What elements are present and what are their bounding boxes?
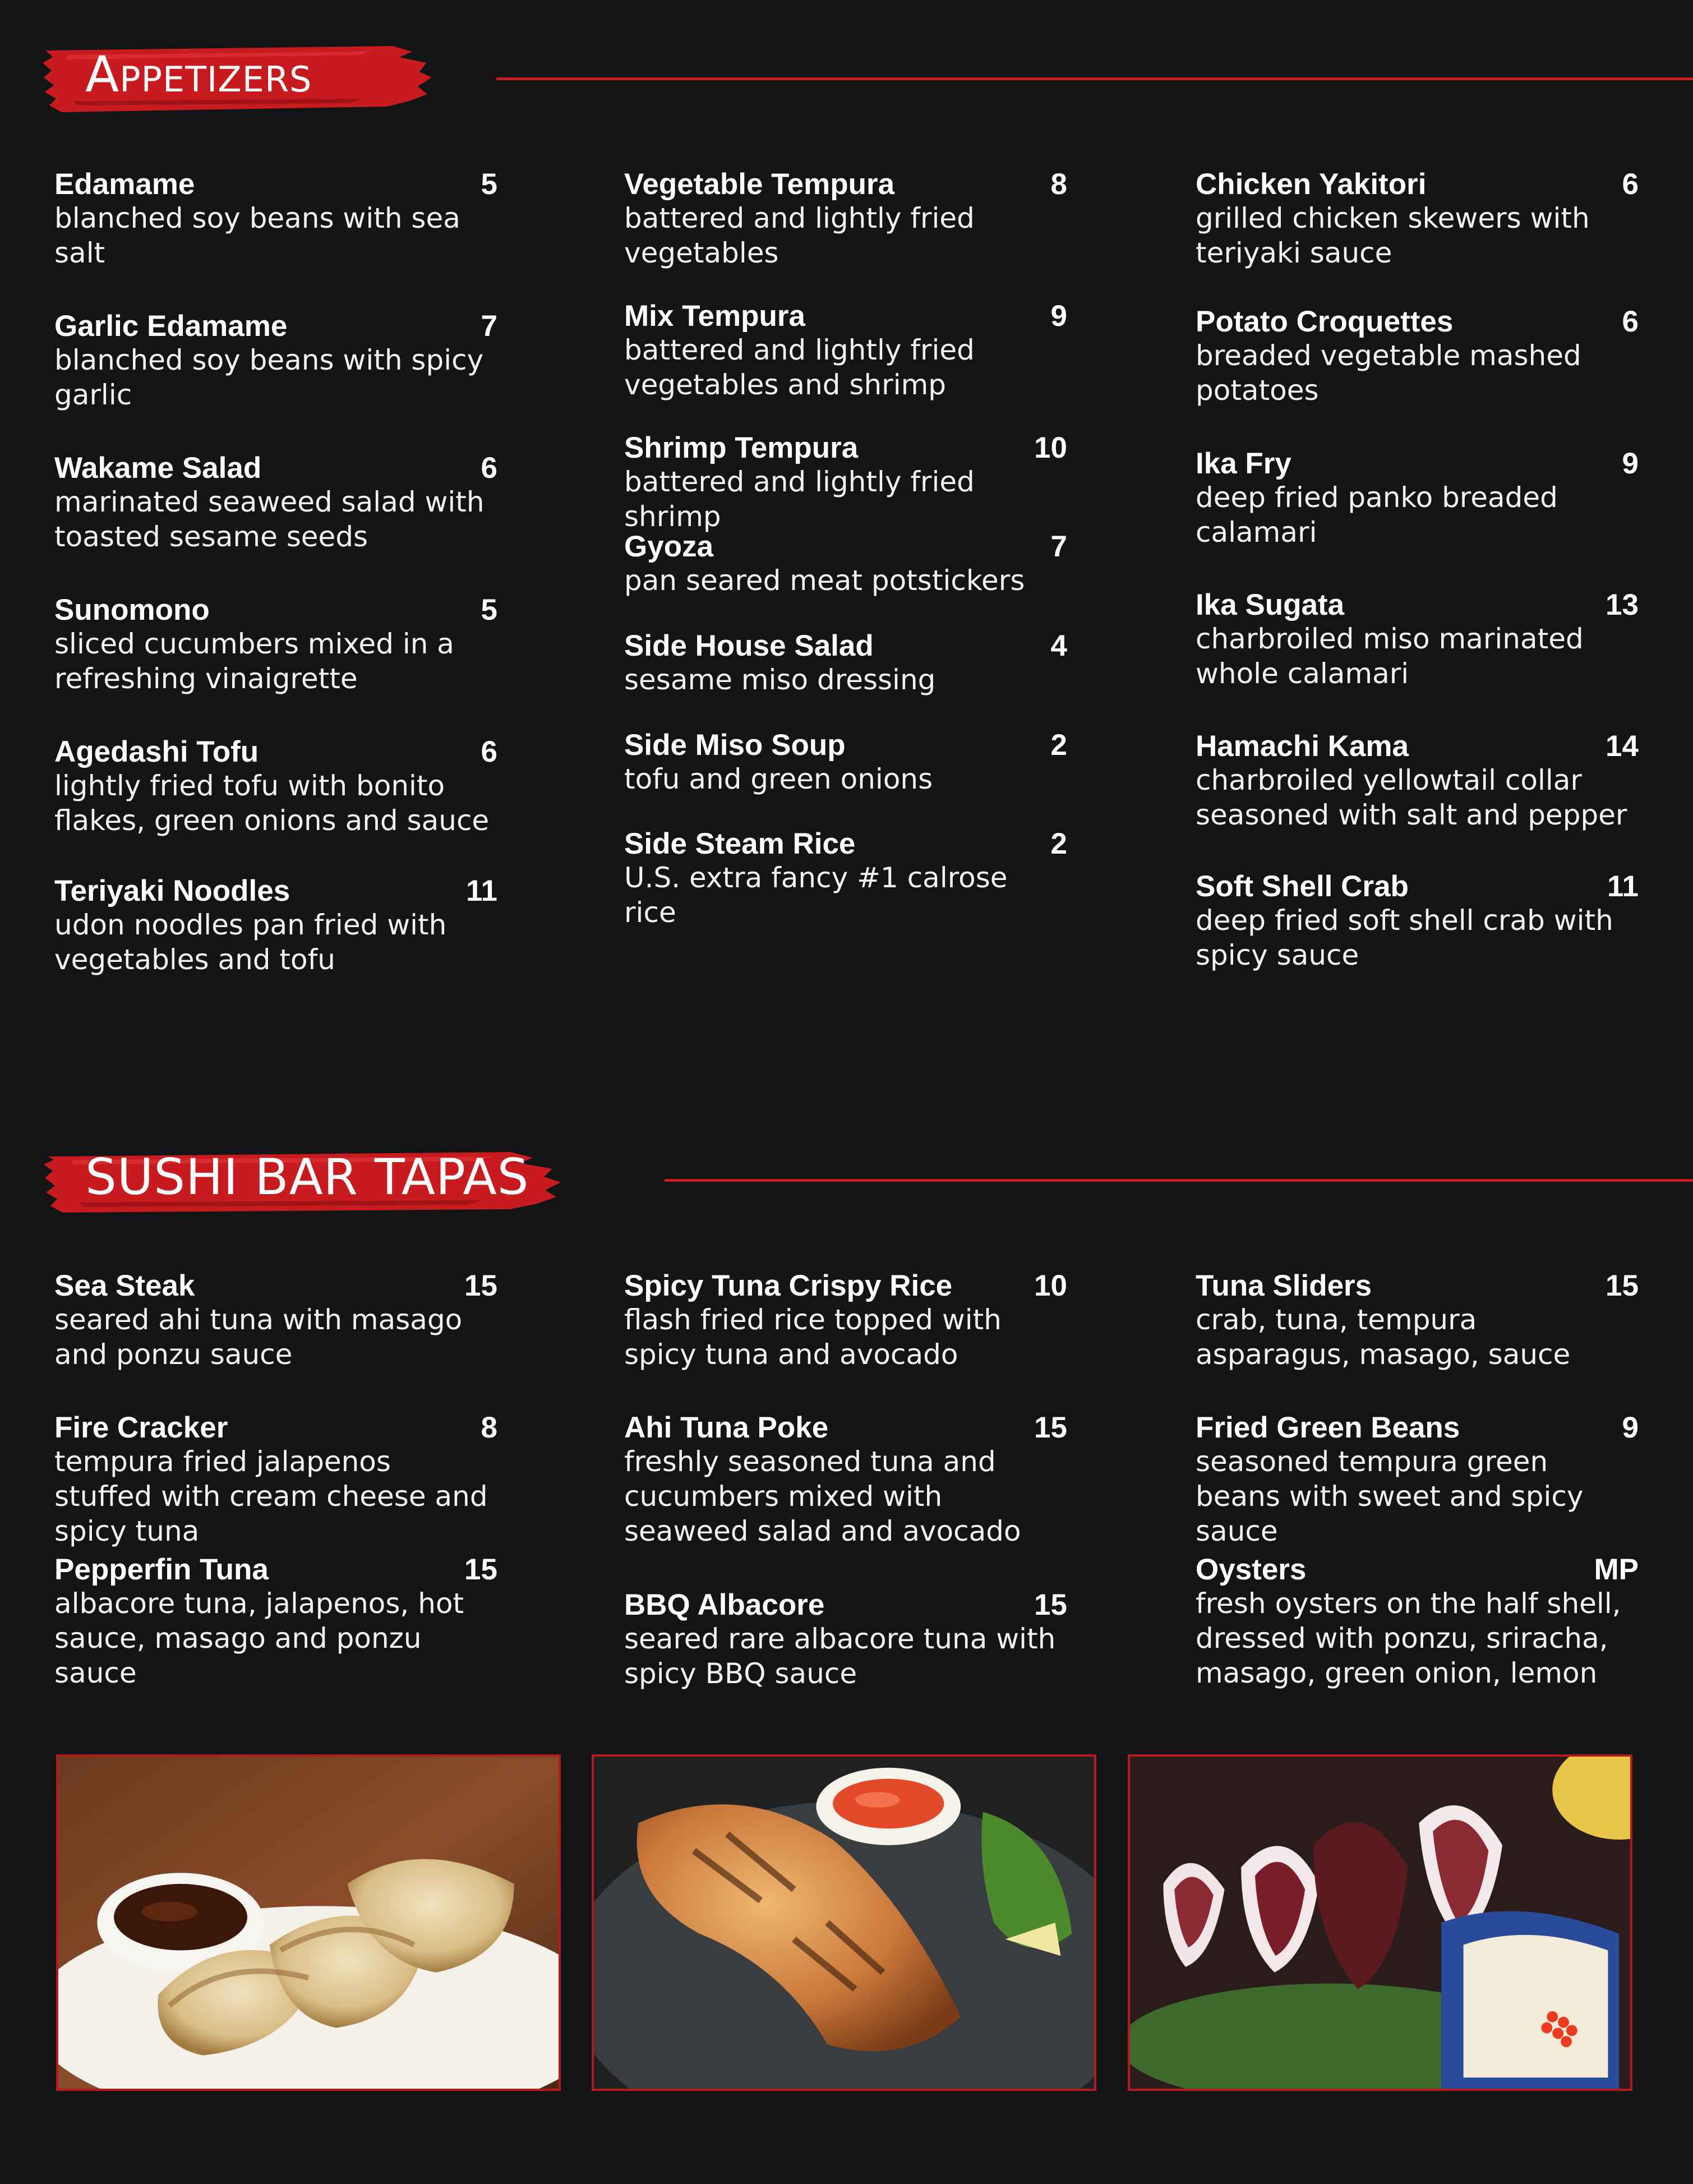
item-name: Hamachi Kama <box>1196 730 1409 763</box>
item-description: marinated seaweed salad with toasted sesame seeds <box>54 486 485 553</box>
item-description: udon noodles pan fried with vegetables and tofu <box>54 909 447 976</box>
item-name: Garlic Edamame <box>54 310 288 343</box>
item-name: Teriyaki Noodles <box>54 874 290 907</box>
item-description: lightly fried tofu with bonito flakes, green onions and sauce <box>54 770 490 837</box>
item-name: Spicy Tuna Crispy Rice <box>624 1269 953 1302</box>
item-price: 10 <box>1034 431 1067 464</box>
item-price: 9 <box>1050 300 1067 333</box>
item-description: battered and lightly fried vegetables <box>624 202 975 269</box>
item-description: charbroiled yellowtail collar seasoned with salt and pepper <box>1196 764 1627 831</box>
item-name: Mix Tempura <box>624 300 805 333</box>
item-name: Vegetable Tempura <box>624 168 895 201</box>
item-name: Wakame Salad <box>54 451 262 485</box>
item-name: Gyoza <box>624 530 714 563</box>
item-description: battered and lightly fried vegetables and shrimp <box>624 334 975 401</box>
item-name: Edamame <box>54 168 195 201</box>
item-price: 13 <box>1606 588 1639 621</box>
appetizers-header <box>0 38 1693 117</box>
item-price: 9 <box>1622 447 1639 480</box>
item-price: 15 <box>464 1553 497 1586</box>
item-description: deep fried panko breaded calamari <box>1196 481 1558 549</box>
item-price: 5 <box>481 593 497 626</box>
item-description: seared rare albacore tuna with spicy BBQ sauce <box>624 1623 1056 1690</box>
item-description: tofu and green onions <box>624 763 933 795</box>
item-name: Sea Steak <box>54 1269 195 1302</box>
item-name: Shrimp Tempura <box>624 431 859 464</box>
item-name: BBQ Albacore <box>624 1588 825 1621</box>
item-price: 7 <box>481 310 497 343</box>
item-price: 11 <box>465 874 497 907</box>
header-rule <box>665 1179 1693 1182</box>
item-price: 14 <box>1606 730 1639 763</box>
item-description: pan seared meat potstickers <box>624 564 1025 597</box>
item-price: 4 <box>1050 629 1067 662</box>
item-description: battered and lightly fried shrimp <box>624 466 975 533</box>
item-price: 2 <box>1050 729 1067 762</box>
item-price: 15 <box>1606 1269 1639 1302</box>
item-price: 6 <box>1622 305 1639 338</box>
item-price: 15 <box>464 1269 497 1302</box>
item-description: seasoned tempura green beans with sweet and spicy sauce <box>1196 1445 1584 1547</box>
item-price: 10 <box>1034 1269 1067 1302</box>
item-price: 6 <box>481 735 497 768</box>
item-name: Oysters <box>1196 1553 1307 1586</box>
item-description: sliced cucumbers mixed in a refreshing vinaigrette <box>54 628 454 695</box>
item-price: 5 <box>481 168 497 201</box>
item-description: charbroiled miso marinated whole calamari <box>1196 623 1584 690</box>
item-price: 8 <box>1050 168 1067 201</box>
item-price: 2 <box>1050 827 1067 860</box>
item-name: Agedashi Tofu <box>54 735 259 768</box>
item-name: Potato Croquettes <box>1196 305 1454 338</box>
item-name: Fire Cracker <box>54 1411 228 1444</box>
item-description: sesame miso dressing <box>624 664 936 696</box>
item-description: U.S. extra fancy #1 calrose rice <box>624 861 1008 929</box>
item-name: Side Steam Rice <box>624 827 856 860</box>
item-price: 7 <box>1050 530 1067 563</box>
header-rule <box>496 77 1693 80</box>
item-price: 11 <box>1607 870 1639 903</box>
item-name: Fried Green Beans <box>1196 1411 1460 1444</box>
sushi-bar-tapas-header <box>0 1141 1693 1219</box>
item-description: freshly seasoned tuna and cucumbers mixed with seaweed salad and avocado <box>624 1445 1021 1547</box>
item-description: crab, tuna, tempura asparagus, masago, sauce <box>1196 1303 1571 1371</box>
item-description: deep fried soft shell crab with spicy sauce <box>1196 904 1613 971</box>
item-price: 15 <box>1034 1588 1067 1621</box>
item-name: Side House Salad <box>624 629 874 662</box>
ika-sugata-photo <box>1128 1754 1632 2091</box>
item-description: breaded vegetable mashed potatoes <box>1196 339 1581 407</box>
item-description: tempura fried jalapenos stuffed with cream cheese and spicy tuna <box>54 1445 488 1547</box>
item-description: grilled chicken skewers with teriyaki sauce <box>1196 202 1590 269</box>
item-price: 6 <box>481 451 497 485</box>
item-name: Ika Sugata <box>1196 588 1345 621</box>
item-description: seared ahi tuna with masago and ponzu sauce <box>54 1303 463 1371</box>
hamachi-kama-photo <box>592 1754 1096 2091</box>
item-description: albacore tuna, jalapenos, hot sauce, masago and ponzu sauce <box>54 1587 464 1689</box>
item-price: 9 <box>1622 1411 1639 1444</box>
item-name: Side Miso Soup <box>624 729 846 762</box>
gyoza-photo <box>56 1754 561 2091</box>
item-price: 15 <box>1034 1411 1067 1444</box>
item-name: Chicken Yakitori <box>1196 168 1427 201</box>
item-description: fresh oysters on the half shell, dressed with ponzu, sriracha, masago, green onion, lemon <box>1196 1587 1621 1689</box>
item-name: Pepperfin Tuna <box>54 1553 269 1586</box>
item-name: Soft Shell Crab <box>1196 870 1409 903</box>
item-name: Ahi Tuna Poke <box>624 1411 829 1444</box>
item-price: 8 <box>481 1411 497 1444</box>
item-name: Ika Fry <box>1196 447 1291 480</box>
item-description: flash fried rice topped with spicy tuna and avocado <box>624 1303 1002 1371</box>
item-description: blanched soy beans with sea salt <box>54 202 460 269</box>
item-price: 6 <box>1622 168 1639 201</box>
section-title: Appetizers <box>85 45 312 103</box>
item-name: Sunomono <box>54 593 210 626</box>
item-description: blanched soy beans with spicy garlic <box>54 344 484 411</box>
item-price: MP <box>1594 1553 1639 1586</box>
item-name: Tuna Sliders <box>1196 1269 1372 1302</box>
section-title: SUSHI BAR TAPAS <box>85 1148 529 1206</box>
